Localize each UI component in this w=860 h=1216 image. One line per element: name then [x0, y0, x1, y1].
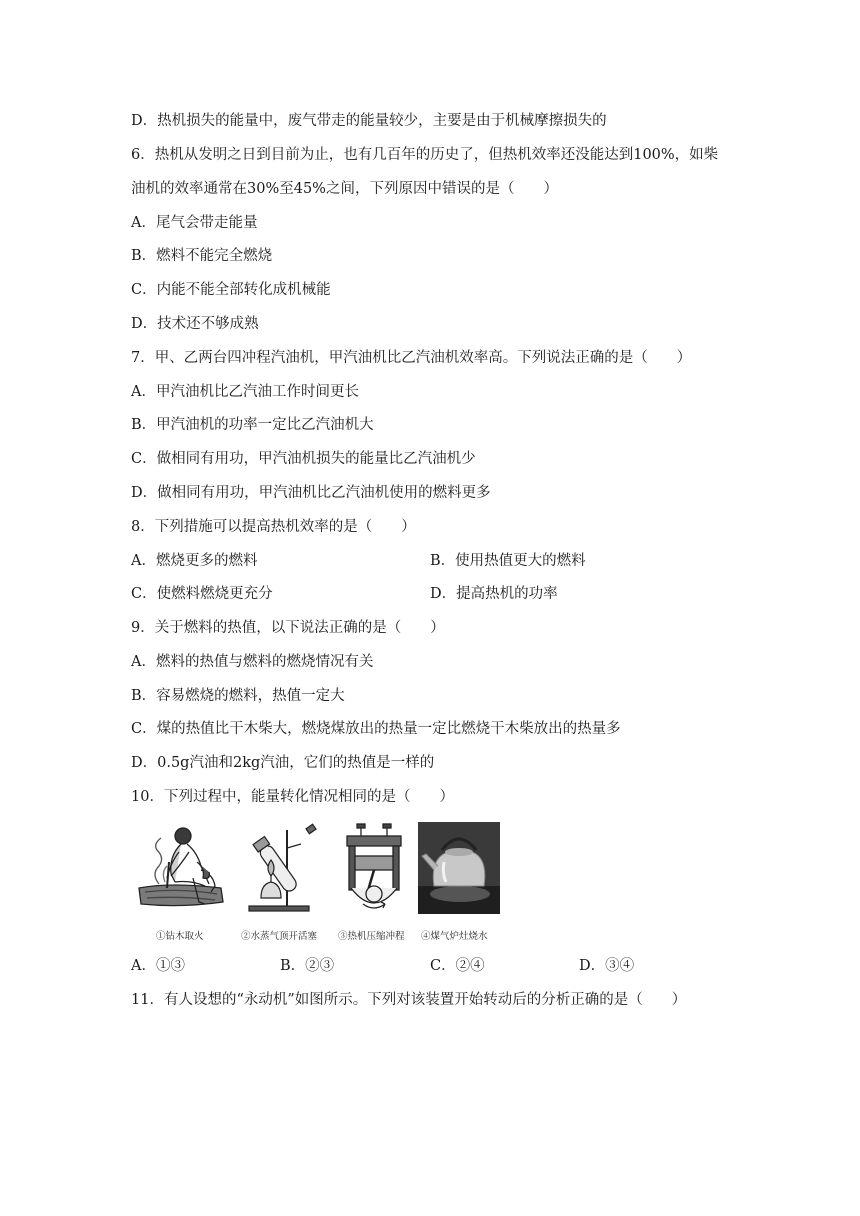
q6-option-d: D．技术还不够成熟 [131, 316, 259, 332]
figure-gas-stove-kettle [418, 822, 500, 914]
figure-engine-compression [339, 822, 409, 914]
q8-option-d: D．提高热机的功率 [430, 586, 558, 602]
q9-option-d: D．0.5g汽油和2kg汽油，它们的热值是一样的 [131, 755, 435, 771]
q8-option-b: B．使用热值更大的燃料 [430, 553, 586, 569]
q6-option-b: B．燃料不能完全燃烧 [131, 248, 273, 264]
q6-option-a: A．尾气会带走能量 [131, 215, 258, 231]
q7-option-d: D．做相同有用功，甲汽油机比乙汽油机使用的燃料更多 [131, 485, 491, 501]
figure-drill-wood-fire [131, 822, 229, 914]
q8-stem: 8．下列措施可以提高热机效率的是（ ） [131, 519, 416, 535]
figure-caption-3: ③热机压缩冲程 [338, 931, 405, 942]
q6-stem-line1: 6．热机从发明之日到目前为止，也有几百年的历史了，但热机效率还没能达到100%，如柴 [131, 147, 719, 163]
q10-option-a: A．①③ [131, 958, 185, 974]
q9-option-a: A．燃料的热值与燃料的燃烧情况有关 [131, 654, 374, 670]
figure-caption-1: ①钻木取火 [156, 931, 204, 942]
figure-caption-4: ④煤气炉灶烧水 [421, 931, 488, 942]
q6-option-c: C．内能不能全部转化成机械能 [131, 282, 331, 298]
q7-stem: 7．甲、乙两台四冲程汽油机，甲汽油机比乙汽油机效率高。下列说法正确的是（ ） [131, 350, 692, 366]
q6-stem-line2: 油机的效率通常在30%至45%之间，下列原因中错误的是（ ） [131, 181, 558, 197]
q7-option-b: B．甲汽油机的功率一定比乙汽油机大 [131, 417, 374, 433]
q5-option-d: D．热机损失的能量中，废气带走的能量较少，主要是由于机械摩擦损失的 [131, 113, 607, 129]
figure-caption-2: ②水蒸气顶开活塞 [241, 931, 318, 942]
q8-option-a: A．燃烧更多的燃料 [131, 553, 258, 569]
q8-option-c: C．使燃料燃烧更充分 [131, 586, 273, 602]
q10-option-d: D．③④ [579, 958, 635, 974]
q11-stem: 11．有人设想的“永动机”如图所示。下列对该装置开始转动后的分析正确的是（ ） [131, 992, 687, 1008]
figure-steam-cork [239, 822, 327, 914]
q9-option-b: B．容易燃烧的燃料，热值一定大 [131, 688, 345, 704]
q9-option-c: C．煤的热值比干木柴大，燃烧煤放出的热量一定比燃烧干木柴放出的热量多 [131, 721, 621, 737]
q10-option-b: B．②③ [280, 958, 335, 974]
q10-stem: 10．下列过程中，能量转化情况相同的是（ ） [131, 789, 454, 805]
q9-stem: 9．关于燃料的热值，以下说法正确的是（ ） [131, 620, 445, 636]
q7-option-a: A．甲汽油机比乙汽油工作时间更长 [131, 384, 359, 400]
q7-option-c: C．做相同有用功，甲汽油机损失的能量比乙汽油机少 [131, 451, 476, 467]
q10-option-c: C．②④ [430, 958, 485, 974]
